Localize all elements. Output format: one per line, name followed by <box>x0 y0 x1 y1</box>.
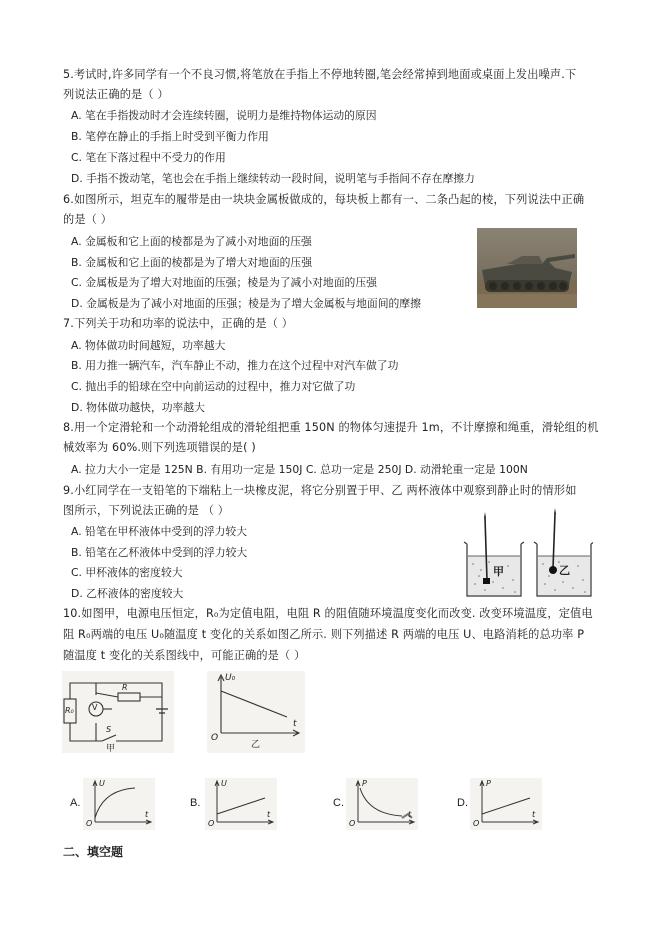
q6-option-c: C. 金属板是为了增大对地面的压强；棱是为了减小对地面的压强 <box>71 276 377 289</box>
choice-b-y-label: U <box>221 779 227 788</box>
choice-a-letter: A. <box>70 797 81 809</box>
circuit-caption: 甲 <box>106 744 116 754</box>
q10-stem-line3: 随温度 t 变化的关系图线中，可能正确的是（ ） <box>63 649 306 662</box>
choice-b-origin: O <box>208 819 215 828</box>
choice-a-y-label: U <box>99 779 105 788</box>
q5-option-d: D. 手指不拨动笔，笔也会在手指上继续转动一段时间，说明笔与手指间不存在摩擦力 <box>71 172 475 185</box>
choice-c-y-label: P <box>362 779 367 788</box>
choice-d-graph <box>470 778 542 830</box>
choice-b-letter: B. <box>190 797 201 809</box>
q5-stem-line1: 5.考试时,许多同学有一个不良习惯,将笔放在手指上不停地转圈,笔会经常掉到地面或桌面上发出噪声.下 <box>63 68 577 81</box>
choice-d-y-label: P <box>486 779 491 788</box>
tank-photo <box>477 228 577 308</box>
section-title: 二、填空题 <box>63 845 124 859</box>
q7-option-d: D. 物体做功越快，功率越大 <box>71 401 205 414</box>
q5-option-b: B. 笔停在静止的手指上时受到平衡力作用 <box>71 130 269 143</box>
circuit-label-s: S <box>106 725 112 734</box>
q9-option-d: D. 乙杯液体的密度较大 <box>71 587 184 600</box>
choice-d-origin: O <box>473 819 480 828</box>
q6-option-a: A. 金属板和它上面的棱都是为了减小对地面的压强 <box>71 235 312 248</box>
q6-stem-line1: 6.如图所示，坦克车的履带是由一块块金属板做成的，每块板上都有一、二条凸起的棱，下列说法中正确 <box>63 193 585 206</box>
circuit-diagram <box>62 671 174 753</box>
q8-stem-line2: 械效率为 60%.则下列选项错误的是( ) <box>63 441 256 454</box>
graph-yi-x-label: t <box>293 719 297 729</box>
choice-d-letter: D. <box>457 797 468 809</box>
circuit-label-v: V <box>92 703 98 712</box>
choice-d-x-label: t <box>532 810 536 819</box>
graph-yi-y-label: U₀ <box>225 673 236 683</box>
q5-stem-line2: 列说法正确的是（ ） <box>63 88 169 101</box>
choice-c-letter: C. <box>333 797 344 809</box>
q9-stem-line1: 9.小红同学在一支铅笔的下端粘上一块橡皮泥，将它分别置于甲、乙 两杯液体中观察到静止时的情形如 <box>63 484 577 497</box>
q9-option-b: B. 铅笔在乙杯液体中受到的浮力较大 <box>71 546 248 559</box>
q7-option-b: B. 用力推一辆汽车，汽车静止不动，推力在这个过程中对汽车做了功 <box>71 359 399 372</box>
beaker-label-yi: 乙 <box>559 564 570 577</box>
q9-option-a: A. 铅笔在甲杯液体中受到的浮力较大 <box>71 525 248 538</box>
choice-c-x-label: t <box>408 810 412 819</box>
choice-b-graph <box>205 778 277 830</box>
q5-option-c: C. 笔在下落过程中不受力的作用 <box>71 151 226 164</box>
circuit-label-r0: R₀ <box>65 706 74 715</box>
q8-options: A. 拉力大小一定是 125N B. 有用功一定是 150J C. 总功一定是 250J D. 动滑轮重一定是 100N <box>71 463 528 476</box>
choice-c-origin: O <box>349 819 356 828</box>
graph-yi-origin: O <box>211 733 219 743</box>
q10-stem-line2: 阻 R₀两端的电压 U₀随温度 t 变化的关系如图乙所示. 则下列描述 R 两端的电压 U、电路消耗的总功率 P <box>63 628 585 641</box>
q7-option-a: A. 物体做功时间越短，功率越大 <box>71 339 226 352</box>
choice-a-origin: O <box>86 819 93 828</box>
q8-stem-line1: 8.用一个定滑轮和一个动滑轮组成的滑轮组把重 150N 的物体匀速提升 1m，不计摩擦和绳重，滑轮组的机 <box>63 421 599 434</box>
choice-a-graph <box>83 778 155 830</box>
q7-stem-line1: 7.下列关于功和功率的说法中，正确的是（ ） <box>63 317 294 330</box>
beaker-label-jia: 甲 <box>493 565 504 578</box>
choice-c-graph <box>346 778 418 830</box>
q6-stem-line2: 的是（ ） <box>63 213 113 226</box>
q10-stem-line1: 10.如图甲，电源电压恒定，R₀为定值电阻，电阻 R 的阻值随环境温度变化而改变. 改变环境温度，定值电 <box>63 607 593 620</box>
graph-yi-caption: 乙 <box>251 740 261 750</box>
q9-stem-line2: 图所示，下列说法正确的是 （ ） <box>63 504 230 517</box>
graph-yi <box>207 671 305 753</box>
q9-option-c: C. 甲杯液体的密度较大 <box>71 566 183 579</box>
choice-a-x-label: t <box>145 810 149 819</box>
q7-option-c: C. 抛出手的铅球在空中向前运动的过程中，推力对它做了功 <box>71 380 356 393</box>
q6-option-d: D. 金属板是为了减小对地面的压强；棱是为了增大金属板与地面间的摩擦 <box>71 297 421 310</box>
q6-option-b: B. 金属板和它上面的棱都是为了增大对地面的压强 <box>71 256 313 269</box>
choice-b-x-label: t <box>267 810 271 819</box>
beakers-figure <box>463 508 593 600</box>
q5-option-a: A. 笔在手指拨动时才会连续转圈，说明力是维持物体运动的原因 <box>71 109 377 122</box>
circuit-label-r: R <box>122 683 128 692</box>
